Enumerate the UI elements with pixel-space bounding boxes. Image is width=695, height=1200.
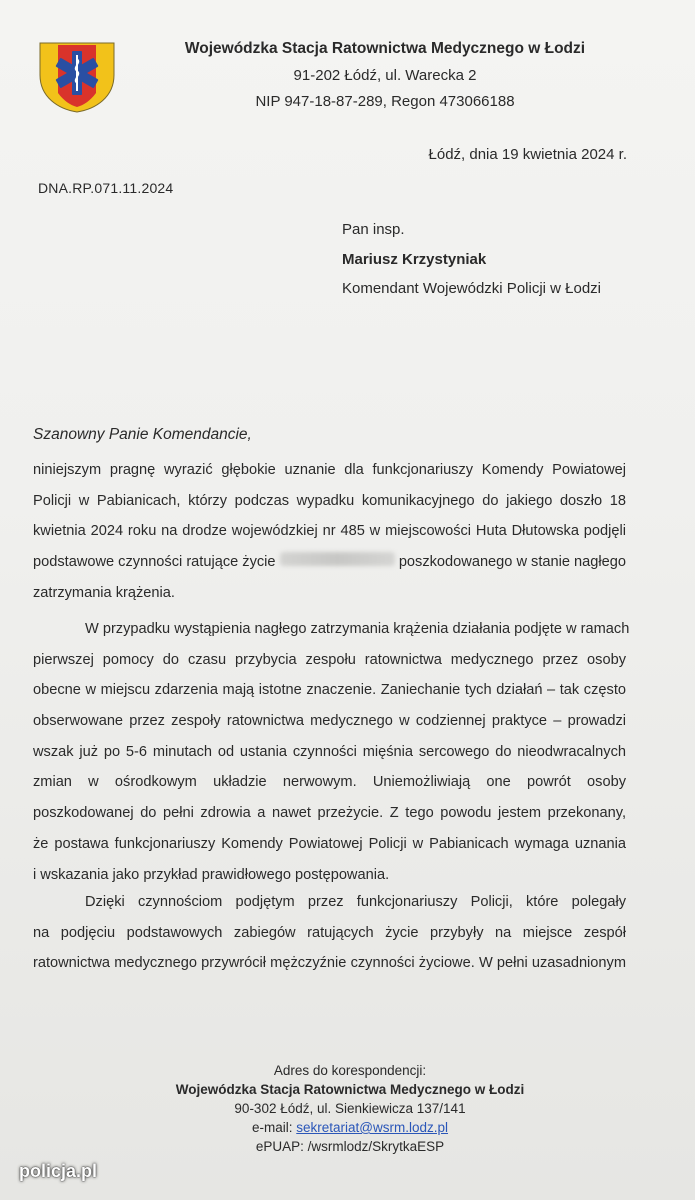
footer-address: 90-302 Łódź, ul. Sienkiewicza 137/141	[234, 1101, 466, 1116]
greeting: Szanowny Panie Komendancie,	[33, 426, 252, 443]
paragraph-fragment: poszkodowanego w stanie nagłego	[398, 554, 626, 571]
paragraph-line: wszak już po 5-6 minutach od ustania czynności mięśnia sercowego do nieodwracalnych	[33, 743, 626, 760]
paragraph-line: Dzięki czynnościom podjętym przez funkcjonariuszy Policji, które polegały	[85, 894, 626, 910]
paragraph-line: i wskazania jako przykład prawidłowego postępowania.	[33, 866, 390, 883]
letter-date: Łódź, dnia 19 kwietnia 2024 r.	[428, 146, 627, 163]
reference-number: DNA.RP.071.11.2024	[38, 180, 174, 196]
footer-email-label: e-mail:	[251, 1120, 293, 1135]
paragraph-line: W przypadku wystąpienia nagłego zatrzymania krążenia działania podjęte w ramach	[85, 621, 630, 637]
recipient-title: Komendant Wojewódzki Policji w Łodzi	[342, 280, 602, 297]
ambulance-crest-logo	[38, 41, 116, 113]
institution-name: Wojewódzka Stacja Ratownictwa Medycznego w Łodzi	[184, 40, 586, 57]
recipient-salutation: Pan insp.	[342, 221, 405, 238]
paragraph-line: Policji w Pabianicach, którzy podczas wypadku komunikacyjnego do jakiego doszło 18	[33, 492, 626, 509]
paragraph-1	[33, 455, 626, 608]
footer-email-link[interactable]: sekretariat@wsrm.lodz.pl	[296, 1120, 449, 1135]
paragraph-line: ratownictwa medycznego przywrócił mężczyźnie czynności życiowe. W pełni uzasadnionym	[33, 955, 626, 972]
paragraph-line: pierwszej pomocy do czasu przybycia zespołu ratownictwa medycznego przez osoby	[33, 651, 626, 668]
institution-address: 91-202 Łódź, ul. Warecka 2	[293, 67, 477, 84]
footer-institution: Wojewódzka Stacja Ratownictwa Medycznego w Łodzi	[175, 1082, 525, 1097]
recipient-name: Mariusz Krzystyniak	[342, 251, 487, 268]
paragraph-line: poszkodowanej do pełni zdrowia a nawet przeżycie. Z tego powodu jestem przekonany,	[33, 805, 626, 822]
paragraph-line: na podjęciu podstawowych zabiegów ratujących życie przybyły na miejsce zespół	[33, 924, 626, 941]
paragraph-line: zmian w ośrodkowym układzie nerwowym. Uniemożliwiają one powrót osoby	[33, 774, 626, 791]
paragraph-line: że postawa funkcjonariuszy Komendy Powiatowej Policji w Pabianicach wymaga uznania	[33, 835, 626, 852]
paragraph-3	[33, 887, 626, 979]
correspondence-footer	[150, 1061, 550, 1156]
paragraph-line-redacted	[33, 547, 626, 578]
footer-label: Adres do korespondencji:	[273, 1063, 427, 1078]
footer-epuap: ePUAP: /wsrmlodz/SkrytkaESP	[255, 1139, 445, 1154]
paragraph-2	[33, 614, 630, 890]
paragraph-line: obecne w miejscu zdarzenia mają istotne znaczenie. Zaniechanie tych działań – tak często	[33, 682, 626, 699]
paragraph-line: obserwowane przez zespoły ratownictwa medycznego w codziennej praktyce – prowadzi	[33, 713, 626, 730]
source-watermark: policja.pl	[19, 1161, 98, 1181]
paragraph-line: zatrzymania krążenia.	[33, 584, 175, 601]
institution-ids: NIP 947-18-87-289, Regon 473066188	[255, 93, 515, 110]
redacted-text	[280, 552, 395, 566]
paragraph-line: kwietnia 2024 roku na drodze wojewódzkiej nr 485 w miejscowości Huta Dłutowska podjęli	[33, 523, 626, 540]
paragraph-fragment: podstawowe czynności ratujące życie	[33, 554, 276, 571]
paragraph-line: niniejszym pragnę wyrazić głębokie uznanie dla funkcjonariuszy Komendy Powiatowej	[33, 462, 626, 478]
footer-email-row	[150, 1118, 550, 1137]
